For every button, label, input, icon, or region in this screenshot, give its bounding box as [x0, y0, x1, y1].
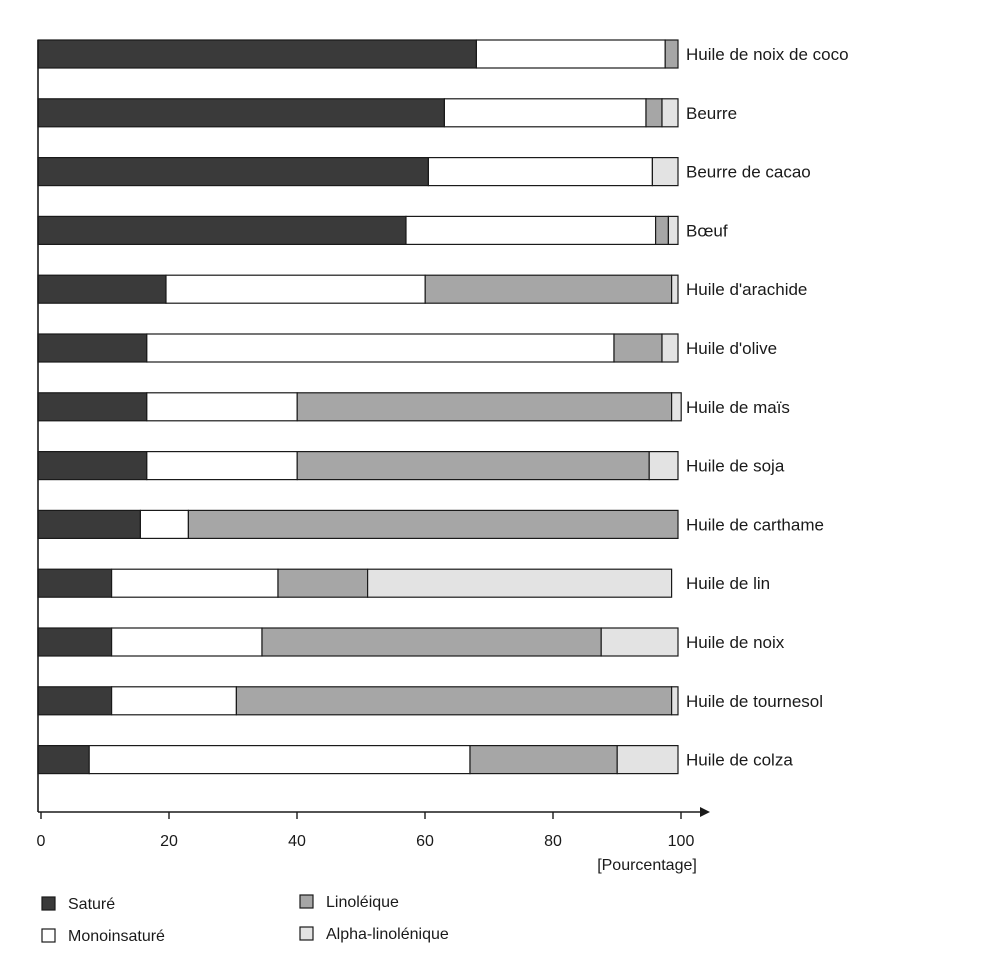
bar-segment-2 — [89, 746, 470, 774]
legend-label: Monoinsaturé — [68, 928, 165, 945]
bar-segment-2 — [112, 569, 278, 597]
bar-segment-4 — [368, 569, 672, 597]
bar-segment-1 — [38, 510, 140, 538]
bar-segment-3 — [665, 40, 678, 68]
bar-segment-4 — [668, 216, 678, 244]
bar-segment-2 — [147, 334, 614, 362]
bar-segment-1 — [38, 334, 147, 362]
bar-segment-1 — [38, 687, 112, 715]
category-label: Huile d'arachide — [686, 280, 808, 300]
category-label: Huile de lin — [686, 574, 771, 594]
bar-segment-1 — [38, 569, 112, 597]
bar-segment-4 — [617, 746, 678, 774]
category-label: Beurre de cacao — [686, 162, 811, 182]
bar-segment-3 — [278, 569, 368, 597]
x-tick-label: 80 — [544, 833, 562, 850]
bar-segment-4 — [672, 687, 678, 715]
legend-swatch — [300, 895, 313, 908]
category-labels — [686, 45, 849, 770]
bar-segment-2 — [428, 158, 652, 186]
bar-segment-3 — [262, 628, 601, 656]
bar-segment-3 — [614, 334, 662, 362]
legend-label: Saturé — [68, 896, 116, 913]
x-tick-label: 40 — [288, 833, 306, 850]
bar-segment-3 — [188, 510, 678, 538]
bar-segment-3 — [297, 452, 649, 480]
x-tick-label: 100 — [667, 833, 695, 850]
bar-segment-4 — [652, 158, 678, 186]
bar-segment-2 — [147, 452, 297, 480]
category-label: Bœuf — [686, 221, 728, 241]
legend-swatch — [42, 897, 55, 910]
bar-segment-2 — [140, 510, 188, 538]
x-tick-label: 60 — [416, 833, 434, 850]
bar-segment-4 — [672, 393, 682, 421]
bar-segment-2 — [112, 628, 262, 656]
bars — [38, 40, 681, 774]
category-label: Huile de noix — [686, 633, 785, 652]
category-label: Huile de tournesol — [686, 691, 824, 711]
bar-segment-1 — [38, 158, 428, 186]
category-label: Beurre — [686, 103, 738, 123]
category-label: Huile de maïs — [686, 397, 790, 417]
category-label: Huile de colza — [686, 750, 793, 770]
category-label: Huile de carthame — [686, 515, 824, 535]
bar-segment-3 — [470, 746, 617, 774]
bar-segment-2 — [444, 99, 646, 127]
bar-segment-1 — [38, 216, 406, 244]
bar-segment-3 — [297, 393, 671, 421]
bar-segment-4 — [601, 628, 678, 656]
legend-label: Alpha-linolénique — [326, 926, 449, 943]
bar-segment-3 — [236, 687, 671, 715]
legend-swatch — [300, 927, 313, 940]
bar-segment-2 — [147, 393, 297, 421]
bar-segment-3 — [646, 99, 662, 127]
bar-segment-1 — [38, 452, 147, 480]
bar-segment-1 — [38, 275, 166, 303]
bar-segment-1 — [38, 746, 89, 774]
x-tick-label: 0 — [36, 833, 46, 850]
legend — [42, 894, 449, 945]
legend-label: Linoléique — [326, 894, 399, 911]
category-label: Huile de soja — [686, 456, 785, 476]
bar-segment-4 — [672, 275, 678, 303]
bar-segment-2 — [476, 40, 665, 68]
x-axis-title: [Pourcentage] — [597, 857, 697, 874]
bar-segment-2 — [406, 216, 656, 244]
bar-segment-2 — [112, 687, 237, 715]
legend-swatch — [42, 929, 55, 942]
bar-segment-1 — [38, 40, 476, 68]
bar-segment-1 — [38, 393, 147, 421]
x-tick-label: 20 — [160, 833, 178, 850]
bar-segment-4 — [662, 99, 678, 127]
x-axis-arrow-icon — [700, 807, 710, 817]
bar-segment-3 — [656, 216, 669, 244]
bar-segment-4 — [649, 452, 678, 480]
bar-segment-4 — [662, 334, 678, 362]
bar-segment-1 — [38, 628, 112, 656]
bar-segment-1 — [38, 99, 444, 127]
bar-segment-2 — [166, 275, 425, 303]
category-label: Huile d'olive — [686, 339, 778, 358]
category-label: Huile de noix de coco — [686, 45, 849, 64]
bar-segment-3 — [425, 275, 671, 303]
